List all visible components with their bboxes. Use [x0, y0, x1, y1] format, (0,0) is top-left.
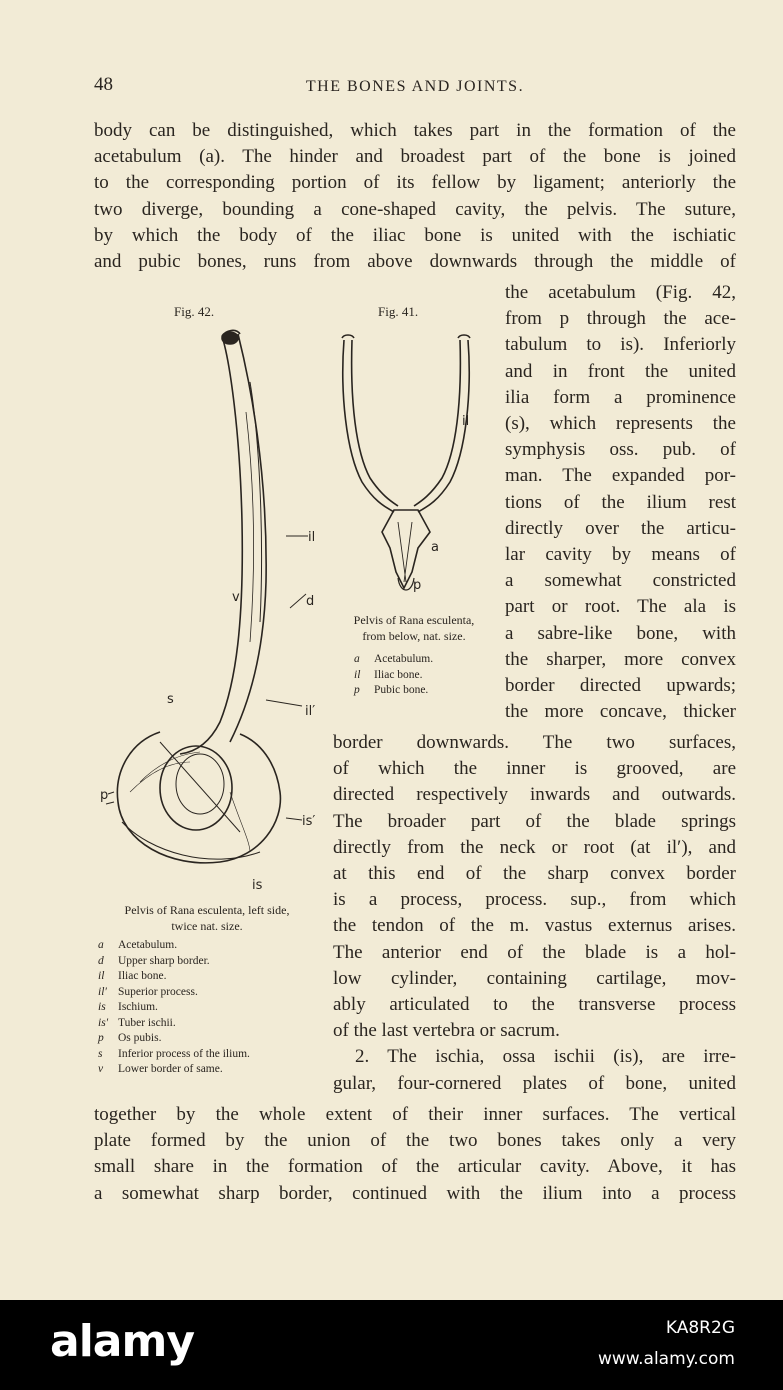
- legend-key: il′: [98, 985, 107, 998]
- legend-key: s: [98, 1047, 103, 1060]
- text-line: of which the inner is grooved, are: [333, 758, 736, 780]
- legend-key: v: [98, 1063, 104, 1075]
- text-line: tabulum to is). Inferiorly: [505, 334, 736, 356]
- fig42-label-d: d: [306, 594, 315, 609]
- fig41-drawing: [332, 332, 482, 598]
- text-line: part or root. The ala is: [505, 596, 736, 618]
- fig42-caption-line2: twice nat. size.: [171, 919, 243, 933]
- text-line: gular, four-cornered plates of bone, united: [333, 1072, 736, 1094]
- page-header: [94, 74, 736, 100]
- text-line: and in front the united: [505, 360, 736, 382]
- text-line: ilia form a prominence: [505, 386, 736, 408]
- fig41-label-p: p: [413, 578, 422, 593]
- legend-item: [98, 1016, 250, 1032]
- legend-text: Os pubis.: [118, 1032, 162, 1044]
- text-line: plate formed by the union of the two bones takes only a very: [94, 1130, 736, 1152]
- text-line: low cylinder, containing cartilage, mov-: [333, 967, 736, 989]
- text-line: directly over the articu-: [505, 517, 736, 539]
- legend-item: [98, 938, 250, 954]
- fig42-label-is: is: [252, 878, 263, 893]
- text-line: small share in the formation of the articular cavity. Above, it has: [94, 1156, 736, 1178]
- fig42-caption-line1: Pelvis of Rana esculenta, left side,: [124, 903, 290, 917]
- legend-key: p: [98, 1032, 104, 1044]
- legend-key: a: [98, 939, 104, 951]
- fig42-caption: [98, 902, 316, 934]
- fig42-label-il-prime: il′: [305, 704, 316, 719]
- text-line: (s), which represents the: [505, 413, 736, 434]
- legend-key: il: [354, 668, 361, 681]
- fig41-caption-line2: from below, nat. size.: [362, 629, 466, 643]
- text-line: two diverge, bounding a cone-shaped cavity, the pelvis. The suture,: [94, 198, 736, 220]
- text-line: by which the body of the iliac bone is united with the ischiatic: [94, 224, 736, 246]
- text-line: a somewhat constricted: [505, 570, 736, 592]
- legend-text: Acetabulum.: [118, 939, 178, 951]
- page-number: 48: [94, 74, 113, 95]
- text-line: the sharper, more convex: [505, 648, 736, 670]
- legend-item: [354, 652, 433, 668]
- legend-key: is: [98, 1001, 106, 1013]
- text-line: acetabulum (a). The hinder and broadest part of the bone is joined: [94, 146, 736, 168]
- text-line: The broader part of the blade springs: [333, 810, 736, 832]
- watermark-url: www.alamy.com: [597, 1349, 735, 1369]
- text-line: together by the whole extent of their inner surfaces. The vertical: [94, 1104, 736, 1125]
- legend-item: [98, 954, 250, 970]
- text-line: tions of the ilium rest: [505, 491, 736, 513]
- text-line: border downwards. The two surfaces,: [333, 732, 736, 753]
- text-line: symphysis oss. pub. of: [505, 439, 736, 461]
- text-line: the acetabulum (Fig. 42,: [505, 282, 736, 303]
- fig41-label-a: a: [431, 540, 439, 555]
- fig42-title: Fig. 42.: [174, 304, 215, 319]
- legend-text: Ischium.: [118, 1001, 158, 1013]
- legend-key: is′: [98, 1016, 109, 1029]
- alamy-logo: alamy: [50, 1316, 194, 1367]
- legend-text: Acetabulum.: [374, 653, 434, 665]
- text-line: the more concave, thicker: [505, 701, 736, 723]
- text-line: a sabre-like bone, with: [505, 622, 736, 644]
- text-line: The anterior end of the blade is a hol-: [333, 941, 736, 963]
- text-line: at this end of the sharp convex border: [333, 863, 736, 884]
- legend-item: [98, 1062, 250, 1078]
- fig42-label-il: il: [308, 530, 316, 545]
- legend-text: Upper sharp border.: [118, 954, 210, 967]
- fig42-label-p: p: [100, 788, 109, 803]
- legend-text: Lower border of same.: [118, 1063, 223, 1075]
- text-line: a somewhat sharp border, continued with the ilium into a process: [94, 1182, 736, 1204]
- legend-key: il: [98, 970, 105, 982]
- fig41-caption: [334, 612, 494, 644]
- watermark-bar: [0, 1300, 783, 1390]
- fig41-label-il: il: [462, 414, 470, 429]
- legend-item: [98, 1031, 250, 1047]
- text-line: ably articulated to the transverse process: [333, 994, 736, 1015]
- text-line: the tendon of the m. vastus externus arises.: [333, 915, 736, 937]
- text-line: and pubic bones, runs from above downwards through the middle of: [94, 251, 736, 272]
- legend-text: Inferior process of the ilium.: [118, 1047, 250, 1060]
- fig41-legend: [354, 652, 433, 699]
- text-line: 2. The ischia, ossa ischii (is), are irre-: [355, 1046, 736, 1068]
- legend-key: a: [354, 653, 360, 665]
- text-line: of the last vertebra or sacrum.: [333, 1020, 560, 1042]
- legend-key: p: [354, 684, 360, 696]
- legend-item: [98, 985, 250, 1001]
- legend-text: Superior process.: [118, 985, 198, 998]
- fig42-legend: [98, 938, 250, 1078]
- legend-text: Iliac bone.: [374, 668, 423, 681]
- text-line: lar cavity by means of: [505, 544, 736, 565]
- fig42-drawing: [100, 322, 320, 882]
- legend-key: d: [98, 954, 104, 967]
- fig42-label-is-prime: is′: [302, 814, 316, 829]
- running-head: THE BONES AND JOINTS.: [305, 78, 525, 95]
- legend-text: Pubic bone.: [374, 684, 429, 696]
- legend-text: Iliac bone.: [118, 970, 167, 982]
- fig41-title: Fig. 41.: [378, 304, 419, 319]
- text-line: to the corresponding portion of its fellow by ligament; anteriorly the: [94, 172, 736, 194]
- legend-item: [354, 668, 433, 684]
- text-line: is a process, process. sup., from which: [333, 889, 736, 911]
- text-line: border directed upwards;: [505, 675, 736, 696]
- legend-item: [98, 1047, 250, 1063]
- text-line: body can be distinguished, which takes part in the formation of the: [94, 120, 736, 141]
- legend-item: [98, 969, 250, 985]
- image-id: KA8R2G: [665, 1318, 735, 1338]
- text-line: man. The expanded por-: [505, 465, 736, 487]
- fig42-label-s: s: [167, 692, 174, 707]
- text-line: from p through the ace-: [505, 308, 736, 330]
- fig42-label-v: v: [232, 590, 240, 605]
- fig41-caption-line1: Pelvis of Rana esculenta,: [353, 613, 475, 627]
- text-line: directed respectively inwards and outwards.: [333, 784, 736, 806]
- legend-item: [354, 683, 433, 699]
- legend-text: Tuber ischii.: [118, 1016, 176, 1029]
- text-line: directly from the neck or root (at il′), and: [333, 836, 736, 858]
- legend-item: [98, 1000, 250, 1016]
